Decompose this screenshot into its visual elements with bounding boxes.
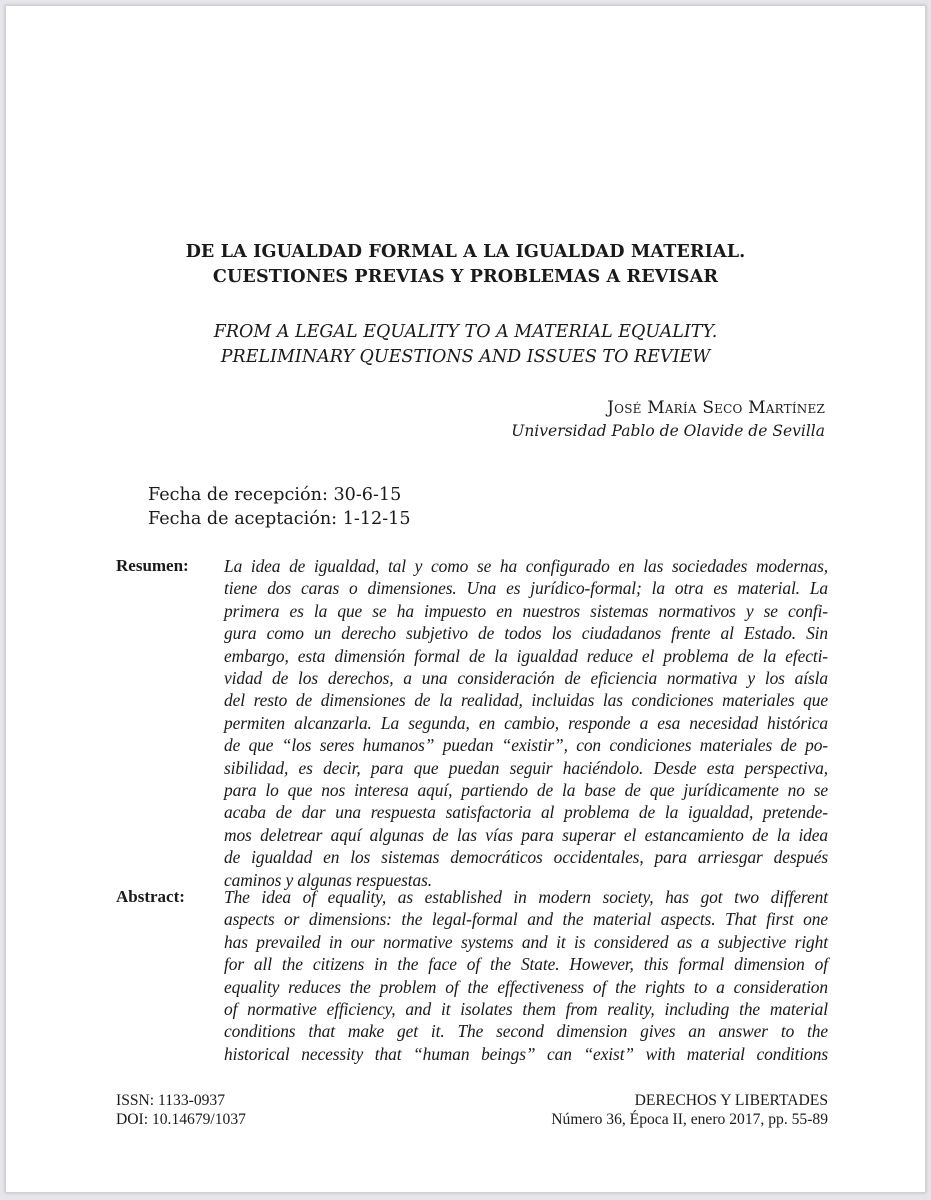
resumen-line: tiene dos caras o dimensiones. Una es jurídico-formal; la otra es material. La [224, 578, 828, 599]
abstract-line: has prevailed in our normative systems and it is considered as a subjective right [224, 931, 828, 952]
date-accepted: Fecha de aceptación: 1-12-15 [148, 509, 411, 529]
resumen-line: para lo que nos interesa aquí, partiendo de la base de que jurídicamente no se [224, 780, 828, 801]
journal-name: DERECHOS Y LIBERTADES [634, 1092, 828, 1109]
article-title-line-2: CUESTIONES PREVIAS Y PROBLEMAS A REVISAR [212, 266, 719, 287]
author-block [511, 396, 825, 442]
abstract-line: equality reduces the problem of the effectiveness of the rights to a consideration [224, 976, 828, 997]
resumen-line: mos deletrear aquí algunas de las vías para superar el estancamiento de la idea [224, 824, 828, 845]
journal-issue: Número 36, Época II, enero 2017, pp. 55-89 [551, 1111, 828, 1128]
footer-identifiers [116, 1091, 246, 1129]
resumen-line: primera es la que se ha impuesto en nuestros sistemas normativos y se confi- [224, 600, 828, 621]
resumen-text [224, 555, 828, 891]
article-subtitle-english [6, 320, 925, 370]
author-name: José María Seco Martínez [607, 398, 825, 418]
resumen-line: embargo, esta dimensión formal de la igualdad reduce el problema de la efecti- [224, 645, 828, 666]
resumen-line: gura como un derecho subjetivo de todos los ciudadanos frente al Estado. Sin [224, 623, 828, 644]
resumen-line: acaba de dar una respuesta satisfactoria al problema de la igualdad, pretende- [224, 802, 828, 823]
abstract-line: of normative efficiency, and it isolates them from reality, including the material [224, 999, 828, 1020]
submission-dates [148, 483, 411, 531]
abstract-section [116, 886, 828, 1065]
abstract-line: The idea of equality, as established in modern society, has got two different [224, 887, 828, 907]
resumen-line: La idea de igualdad, tal y como se ha configurado en las sociedades modernas, [224, 556, 828, 576]
resumen-line: caminos y algunas respuestas. [224, 869, 433, 890]
abstract-line: historical necessity that “human beings” can “exist” with material conditions [224, 1043, 828, 1064]
page-footer [116, 1091, 828, 1129]
doi: DOI: 10.14679/1037 [116, 1111, 246, 1128]
author-affiliation: Universidad Pablo de Olavide de Sevilla [511, 422, 825, 440]
issn: ISSN: 1133-0937 [116, 1092, 226, 1109]
date-received: Fecha de recepción: 30-6-15 [148, 485, 402, 505]
resumen-line: permiten alcanzarla. La segunda, en cambio, responde a esa necesidad histórica [224, 712, 828, 733]
resumen-line: de igualdad en los sistemas democráticos occidentales, para arriesgar después [224, 847, 828, 868]
resumen-label: Resumen: [116, 556, 189, 575]
resumen-section [116, 555, 828, 891]
abstract-label: Abstract: [116, 887, 185, 906]
abstract-line: aspects or dimensions: the legal-formal and the material aspects. That first one [224, 909, 828, 930]
article-title [6, 239, 925, 289]
abstract-line: for all the citizens in the face of the State. However, this formal dimension of [224, 954, 828, 975]
resumen-line: vidad de los derechos, a una consideración de eficiencia normativa y los aísla [224, 668, 828, 689]
resumen-line: de que “los seres humanos” puedan “existir”, con condiciones materiales de po- [224, 735, 828, 756]
resumen-line: sibilidad, es decir, para que puedan seguir haciéndolo. Desde esta perspectiva, [224, 757, 828, 778]
abstract-line: conditions that make get it. The second dimension gives an answer to the [224, 1021, 828, 1042]
article-subtitle-line-2: PRELIMINARY QUESTIONS AND ISSUES TO REVIEW [220, 347, 711, 367]
footer-journal-info [551, 1091, 828, 1129]
document-page [5, 5, 926, 1193]
article-title-line-1: DE LA IGUALDAD FORMAL A LA IGUALDAD MATERIAL. [185, 241, 746, 262]
article-subtitle-line-1: FROM A LEGAL EQUALITY TO A MATERIAL EQUALITY. [213, 322, 718, 342]
resumen-line: del resto de dimensiones de la realidad, incluidas las condiciones materiales que [224, 690, 828, 711]
abstract-text [224, 886, 828, 1065]
